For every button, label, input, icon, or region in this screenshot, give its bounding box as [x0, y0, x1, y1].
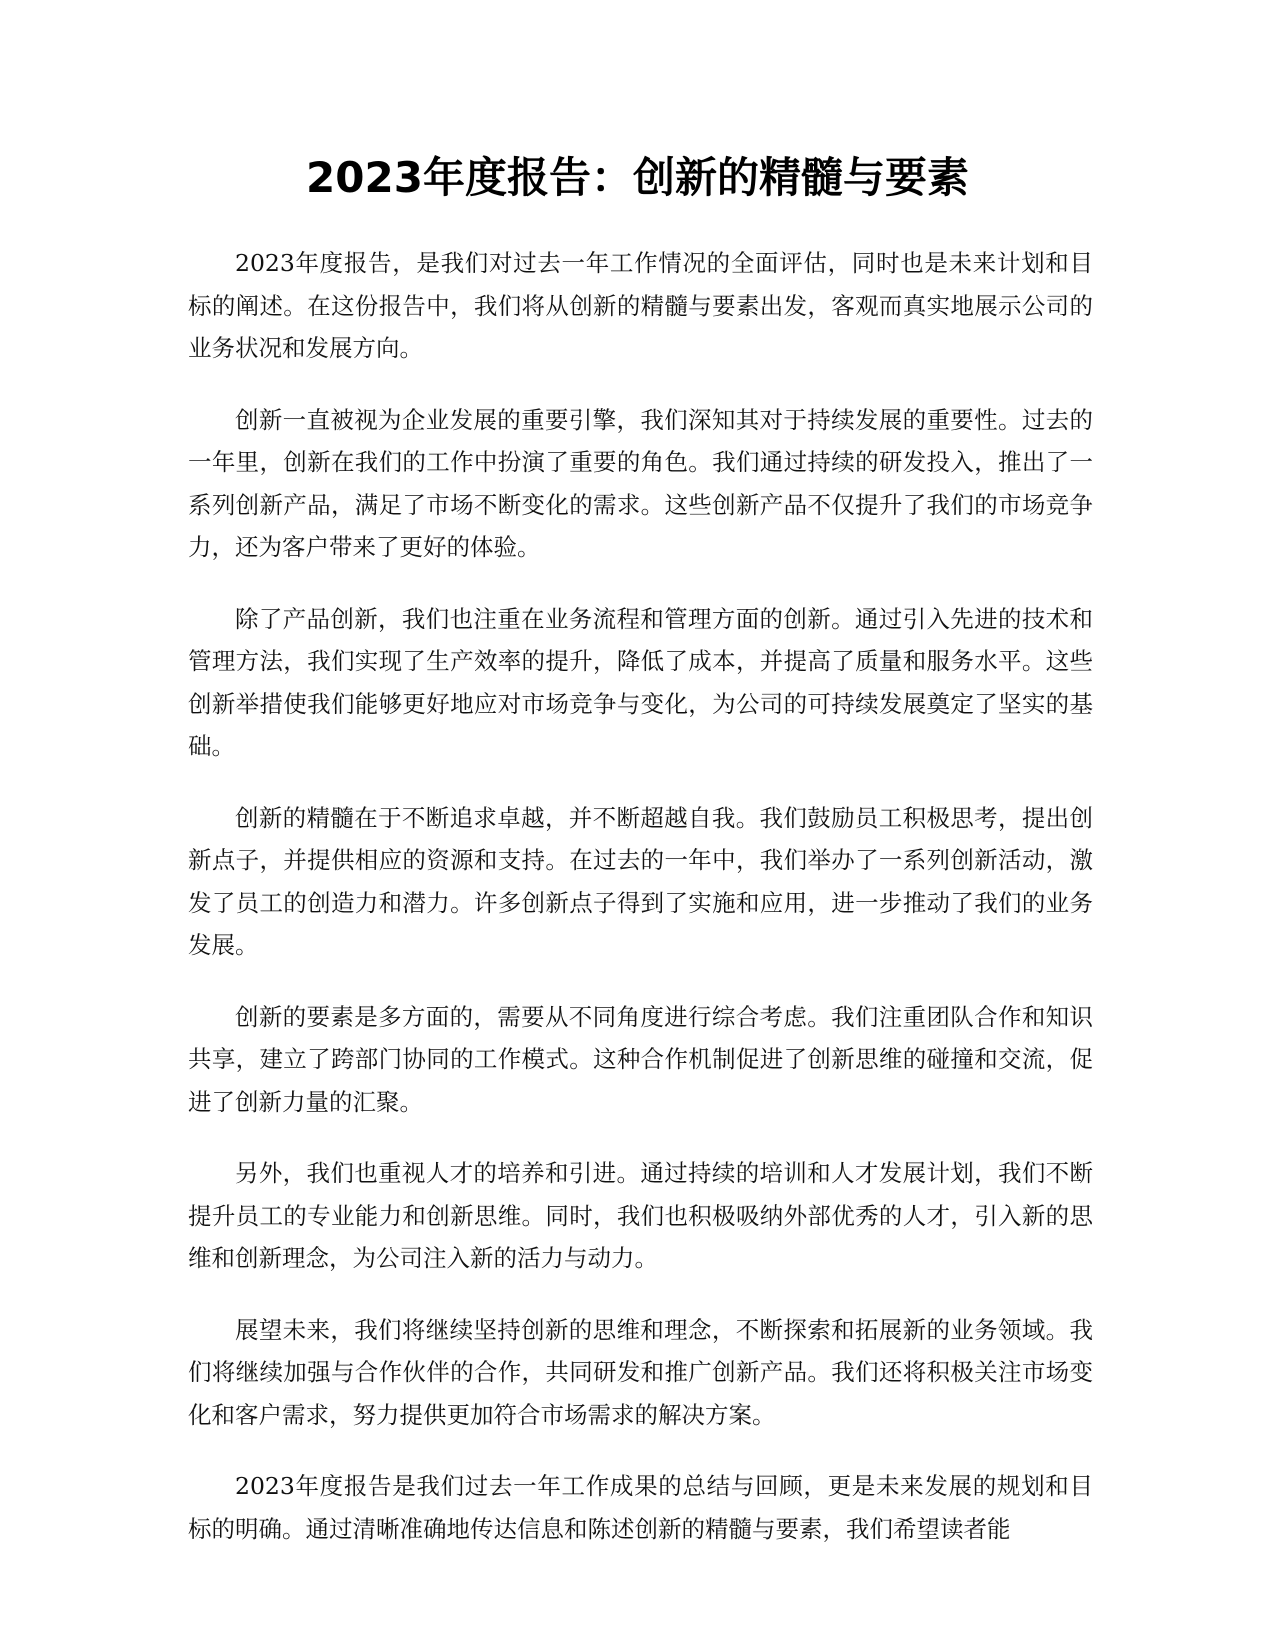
paragraph-5: 创新的要素是多方面的，需要从不同角度进行综合考虑。我们注重团队合作和知识共享，建立了跨部门协同的工作模式。这种合作机制促进了创新思维的碰撞和交流，促进了创新力量的汇聚。 — [188, 1002, 1093, 1116]
document-body — [188, 242, 1093, 1579]
document-title: 2023年度报告：创新的精髓与要素 — [306, 153, 969, 202]
paragraph-1: 2023年度报告，是我们对过去一年工作情况的全面评估，同时也是未来计划和目标的阐述。在这份报告中，我们将从创新的精髓与要素出发，客观而真实地展示公司的业务状况和发展方向。 — [188, 249, 1093, 362]
paragraph-8: 2023年度报告是我们过去一年工作成果的总结与回顾，更是未来发展的规划和目标的明确。通过清晰准确地传达信息和陈述创新的精髓与要素，我们希望读者能 — [188, 1472, 1093, 1543]
paragraph-6: 另外，我们也重视人才的培养和引进。通过持续的培训和人才发展计划，我们不断提升员工的专业能力和创新思维。同时，我们也积极吸纳外部优秀的人才，引入新的思维和创新理念，为公司注入新的活力与动力。 — [188, 1159, 1093, 1272]
paragraph-7: 展望未来，我们将继续坚持创新的思维和理念，不断探索和拓展新的业务领域。我们将继续加强与合作伙伴的合作，共同研发和推广创新产品。我们还将积极关注市场变化和客户需求，努力提供更加符合市场需求的解决方案。 — [188, 1315, 1093, 1429]
paragraph-4: 创新的精髓在于不断追求卓越，并不断超越自我。我们鼓励员工积极思考，提出创新点子，并提供相应的资源和支持。在过去的一年中，我们举办了一系列创新活动，激发了员工的创造力和潜力。许多创新点子得到了实施和应用，进一步推动了我们的业务发展。 — [188, 803, 1093, 959]
paragraph-2: 创新一直被视为企业发展的重要引擎，我们深知其对于持续发展的重要性。过去的一年里，创新在我们的工作中扮演了重要的角色。我们通过持续的研发投入，推出了一系列创新产品，满足了市场不断变化的需求。这些创新产品不仅提升了我们的市场竞争力，还为客户带来了更好的体验。 — [188, 405, 1093, 561]
paragraph-3: 除了产品创新，我们也注重在业务流程和管理方面的创新。通过引入先进的技术和管理方法，我们实现了生产效率的提升，降低了成本，并提高了质量和服务水平。这些创新举措使我们能够更好地应对市场竞争与变化，为公司的可持续发展奠定了坚实的基础。 — [188, 604, 1093, 760]
